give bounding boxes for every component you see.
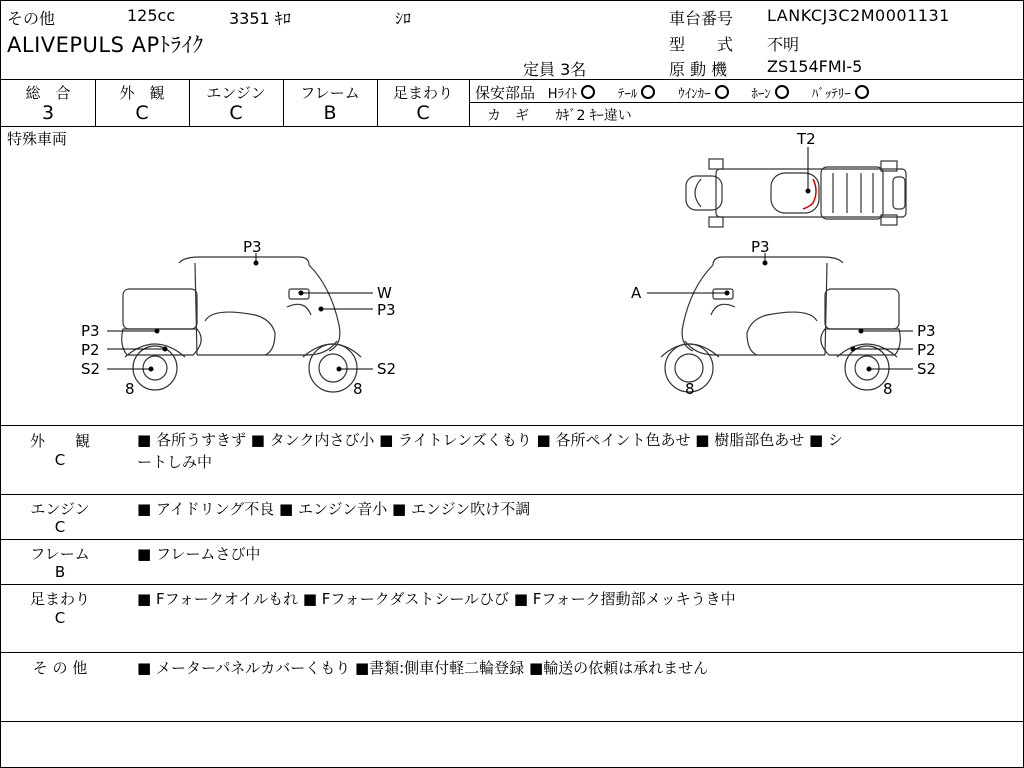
capacity-label: 定員 <box>523 60 556 79</box>
mark-left-8-rear: 8 <box>125 380 135 398</box>
section-suspension-text: ■ Fフォークオイルもれ ■ Fフォークダストシールひび ■ Fフォーク摺動部メッキうき中 <box>137 590 736 608</box>
color: ｼﾛ <box>395 9 412 28</box>
section-exterior-grade: C <box>54 451 66 469</box>
ok-circle-icon <box>855 85 869 99</box>
ok-circle-icon <box>641 85 655 99</box>
ok-circle-icon <box>775 85 789 99</box>
section-suspension-label: 足まわり <box>29 590 90 608</box>
grade-engine-label: エンジン <box>206 84 266 102</box>
divider <box>469 79 470 126</box>
type-label: 型 式 <box>669 35 734 54</box>
left-side-vehicle <box>122 257 361 392</box>
mark-left-8-front: 8 <box>353 380 363 398</box>
equip-tail <box>618 87 656 102</box>
equip-headlight-label: Hﾗｲﾄ <box>547 87 578 102</box>
vehicle-diagram <box>1 127 1023 425</box>
equip-headlight <box>548 87 595 102</box>
mark-right-p2: P2 <box>917 341 936 359</box>
equip-horn <box>751 87 789 102</box>
equip-battery <box>812 87 869 102</box>
equip-winker <box>678 87 729 102</box>
mark-left-w: W <box>377 284 392 302</box>
equip-horn-label: ﾎｰﾝ <box>751 87 771 102</box>
section-other-label: そ の 他 <box>32 659 88 677</box>
category: その他 <box>7 9 56 28</box>
model-name: ALIVEPULS APﾄﾗｲｸ <box>7 33 204 57</box>
mark-left-p2: P2 <box>81 341 100 359</box>
grade-exterior-value: C <box>135 102 149 124</box>
mark-right-p3: P3 <box>917 322 936 340</box>
grade-total-label: 総 合 <box>25 84 71 102</box>
section-engine-text: ■ アイドリング不良 ■ エンジン音小 ■ エンジン吹け不調 <box>137 500 531 518</box>
equipment-row <box>475 82 869 103</box>
mileage <box>229 6 291 29</box>
grade-frame-label: フレーム <box>300 84 360 102</box>
grade-suspension-label: 足まわり <box>392 84 453 102</box>
divider <box>1 425 1023 426</box>
equip-battery-label: ﾊﾞｯﾃﾘｰ <box>811 87 851 102</box>
grade-suspension-value: C <box>416 102 430 124</box>
mark-top-t2: T2 <box>797 130 816 148</box>
vin-value: LANKCJ3C2M0001131 <box>767 6 950 25</box>
mark-right-s2: S2 <box>917 360 937 378</box>
mark-right-roof: P3 <box>751 238 770 256</box>
mileage-unit: ｷﾛ <box>274 9 291 28</box>
divider <box>1 584 1023 585</box>
section-exterior-label: 外 観 <box>29 432 90 450</box>
section-engine-label: エンジン <box>30 500 90 518</box>
vin-label: 車台番号 <box>669 9 734 28</box>
divider <box>1 721 1023 722</box>
displacement: 125cc <box>127 6 176 25</box>
mark-left-roof: P3 <box>243 238 262 256</box>
equipment-label: 保安部品 <box>475 84 536 102</box>
mark-left-s2-front: S2 <box>377 360 397 378</box>
section-frame-label: フレーム <box>30 545 90 563</box>
section-suspension-grade: C <box>54 609 66 627</box>
equip-tail-label: ﾃｰﾙ <box>617 87 638 102</box>
divider <box>1 494 1023 495</box>
ok-circle-icon <box>581 85 595 99</box>
section-frame-text: ■ フレームさび中 <box>137 545 261 563</box>
key-value: ｶｷﾞ2 ｷｰ違い <box>555 108 632 124</box>
grade-exterior-label: 外 観 <box>119 84 165 102</box>
diagram-title: 特殊車両 <box>7 130 68 148</box>
grade-frame-value: B <box>323 102 337 124</box>
capacity-value: 3名 <box>560 60 587 79</box>
divider <box>1 539 1023 540</box>
key-row <box>487 105 632 125</box>
mark-left-body-p3: P3 <box>377 301 396 319</box>
section-other-text: ■ メーターパネルカバーくもり ■書類:側車付軽二輪登録 ■輸送の依頼は承れません <box>137 659 709 677</box>
section-frame-grade: B <box>54 563 66 581</box>
capacity <box>523 57 586 80</box>
divider <box>1 79 1023 80</box>
section-exterior-text-cont: ートしみ中 <box>137 453 213 471</box>
key-label: カ ギ <box>487 108 529 124</box>
mark-right-8-rear: 8 <box>883 380 893 398</box>
engine-value: ZS154FMI-5 <box>767 57 863 76</box>
mark-left-rear-p3: P3 <box>81 322 100 340</box>
section-exterior-text: ■ 各所うすきず ■ タンク内さび小 ■ ライトレンズくもり ■ 各所ペイント色あせ ■ 樹脂部色あせ ■ シ <box>137 431 843 449</box>
mark-right-a: A <box>631 284 642 302</box>
engine-label: 原 動 機 <box>669 60 728 79</box>
mileage-value: 3351 <box>229 9 270 28</box>
damage-scratch-mark <box>803 179 816 209</box>
ok-circle-icon <box>715 85 729 99</box>
divider <box>1 652 1023 653</box>
leader-lines <box>107 147 913 371</box>
equip-winker-label: ｳｲﾝｶｰ <box>678 87 711 102</box>
section-engine-grade: C <box>54 518 66 536</box>
mark-left-s2-rear: S2 <box>81 360 101 378</box>
grade-engine-value: C <box>229 102 243 124</box>
right-side-vehicle <box>661 257 900 392</box>
grade-total-value: 3 <box>41 102 55 124</box>
type-value: 不明 <box>767 35 800 54</box>
top-view-vehicle <box>686 159 906 227</box>
mark-right-8-front: 8 <box>685 380 695 398</box>
